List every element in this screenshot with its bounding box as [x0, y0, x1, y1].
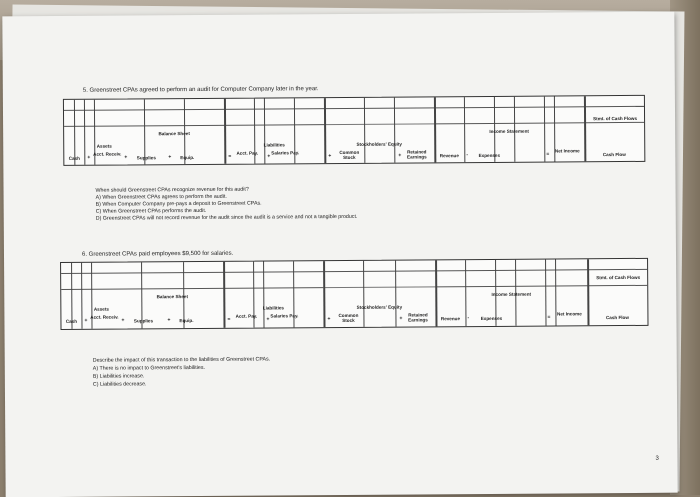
col-line — [224, 99, 226, 164]
question-5-table — [63, 95, 645, 166]
col-supplies: Supplies — [136, 155, 156, 161]
plus-operator: + — [399, 315, 403, 322]
plus-operator: + — [84, 317, 88, 324]
question-5-option-c: C) When Greenstreet CPAs performs the audit. — [95, 207, 207, 215]
balance-sheet-heading: Balance Sheet — [158, 131, 190, 137]
balance-sheet-heading: Balance Sheet — [156, 294, 189, 300]
table-divider — [64, 124, 324, 127]
table-divider — [435, 285, 647, 287]
assets-heading: Assets — [96, 143, 112, 149]
plus-operator: + — [167, 317, 171, 324]
question-5-option-b: B) When Computer Company pre-pays a deposit to Greenstreet CPAs. — [95, 200, 262, 208]
table-divider — [323, 286, 435, 288]
equals-operator: = — [228, 153, 232, 160]
col-acct-pay: Acct. Pay. — [236, 150, 259, 156]
equity-heading: Stockholders' Equity — [356, 141, 402, 147]
col-expenses: Expenses — [478, 152, 501, 159]
question-5-prompt: When should Greenstreet CPAs recognize revenue for this audit? — [95, 186, 249, 194]
table-top-row — [61, 259, 647, 274]
page-number: 3 — [655, 455, 659, 462]
worksheet-page — [2, 12, 677, 497]
question-5-option-d: D) Greenstreet CPAs will not record revenue for the audit since the audit is a service and not a tangible product. — [95, 213, 358, 222]
minus-operator: - — [466, 152, 469, 159]
plus-operator: + — [124, 154, 128, 161]
plus-operator: + — [327, 316, 331, 323]
cash-flows-heading: Stmt. of Cash Flows — [596, 274, 641, 281]
table-top-row — [64, 96, 644, 111]
plus-operator: + — [328, 153, 332, 160]
income-statement-heading: Income Statement — [491, 291, 532, 297]
liabilities-heading: Liabilities — [263, 142, 285, 148]
liabilities-heading: Liabilities — [262, 305, 284, 311]
cash-flows-heading: Stmt. of Cash Flows — [593, 115, 638, 122]
table-divider — [434, 122, 644, 124]
table-divider — [61, 287, 323, 290]
col-equip: Equip. — [179, 318, 194, 324]
col-expenses: Expenses — [480, 315, 503, 322]
col-retained-earnings: Retained Earnings — [408, 312, 428, 323]
col-retained-earnings: Retained Earnings — [406, 149, 427, 160]
plus-operator: + — [168, 154, 172, 161]
col-salaries-pay: Salaries Pay. — [271, 150, 300, 156]
plus-operator: + — [267, 153, 271, 160]
question-6-title: 6. Greenstreet CPAs paid employees $9,500 for salaries. — [81, 250, 234, 258]
col-net-income: Net Income — [554, 148, 580, 154]
col-revenue: Revenue — [439, 153, 459, 159]
assets-heading: Assets — [93, 306, 109, 312]
table-divider — [324, 123, 434, 125]
col-equip: Equip. — [180, 155, 195, 161]
equals-operator: = — [227, 316, 231, 323]
col-salaries-pay: Salaries Pay. — [270, 313, 299, 319]
col-acct-pay: Acct. Pay. — [235, 313, 258, 319]
minus-operator: - — [467, 315, 470, 322]
equals-operator: = — [547, 314, 551, 321]
col-cash-flow: Cash Flow — [605, 314, 629, 321]
question-6-option-c: C) Liabilities decrease. — [92, 381, 147, 388]
equity-heading: Stockholders' Equity — [356, 304, 403, 310]
col-revenue: Revenue — [440, 316, 461, 322]
col-cash: Cash — [65, 318, 78, 324]
income-statement-heading: Income Statement — [489, 128, 529, 134]
question-6-table — [60, 258, 648, 330]
question-6-prompt: Describe the impact of this transaction to the liabilities of Greenstreet CPAs. — [92, 356, 271, 364]
col-cash: Cash — [68, 155, 80, 161]
question-6-option-a: A) There is no impact to Greenstreet's liabilities. — [92, 364, 206, 372]
question-5-title: 5. Greenstreet CPAs agreed to perform an audit for Computer Company later in the year. — [82, 86, 319, 94]
col-acct-receiv: Acct. Receiv. — [93, 151, 122, 157]
plus-operator: + — [398, 152, 402, 159]
plus-operator: + — [87, 154, 91, 161]
col-common-stock: Common Stock — [339, 149, 360, 160]
col-cash-flow: Cash Flow — [602, 152, 626, 158]
question-6-option-b: B) Liabilities increase. — [92, 373, 145, 380]
col-common-stock: Common Stock — [338, 312, 359, 323]
question-5-option-a: A) When Greenstreet CPAs agrees to perform the audit. — [95, 193, 227, 201]
col-net-income: Net Income — [557, 311, 582, 317]
col-supplies: Supplies — [133, 318, 154, 324]
col-acct-receiv: Acct. Receiv. — [90, 314, 119, 320]
equals-operator: = — [546, 151, 550, 158]
plus-operator: + — [121, 317, 125, 324]
plus-operator: + — [266, 316, 270, 323]
